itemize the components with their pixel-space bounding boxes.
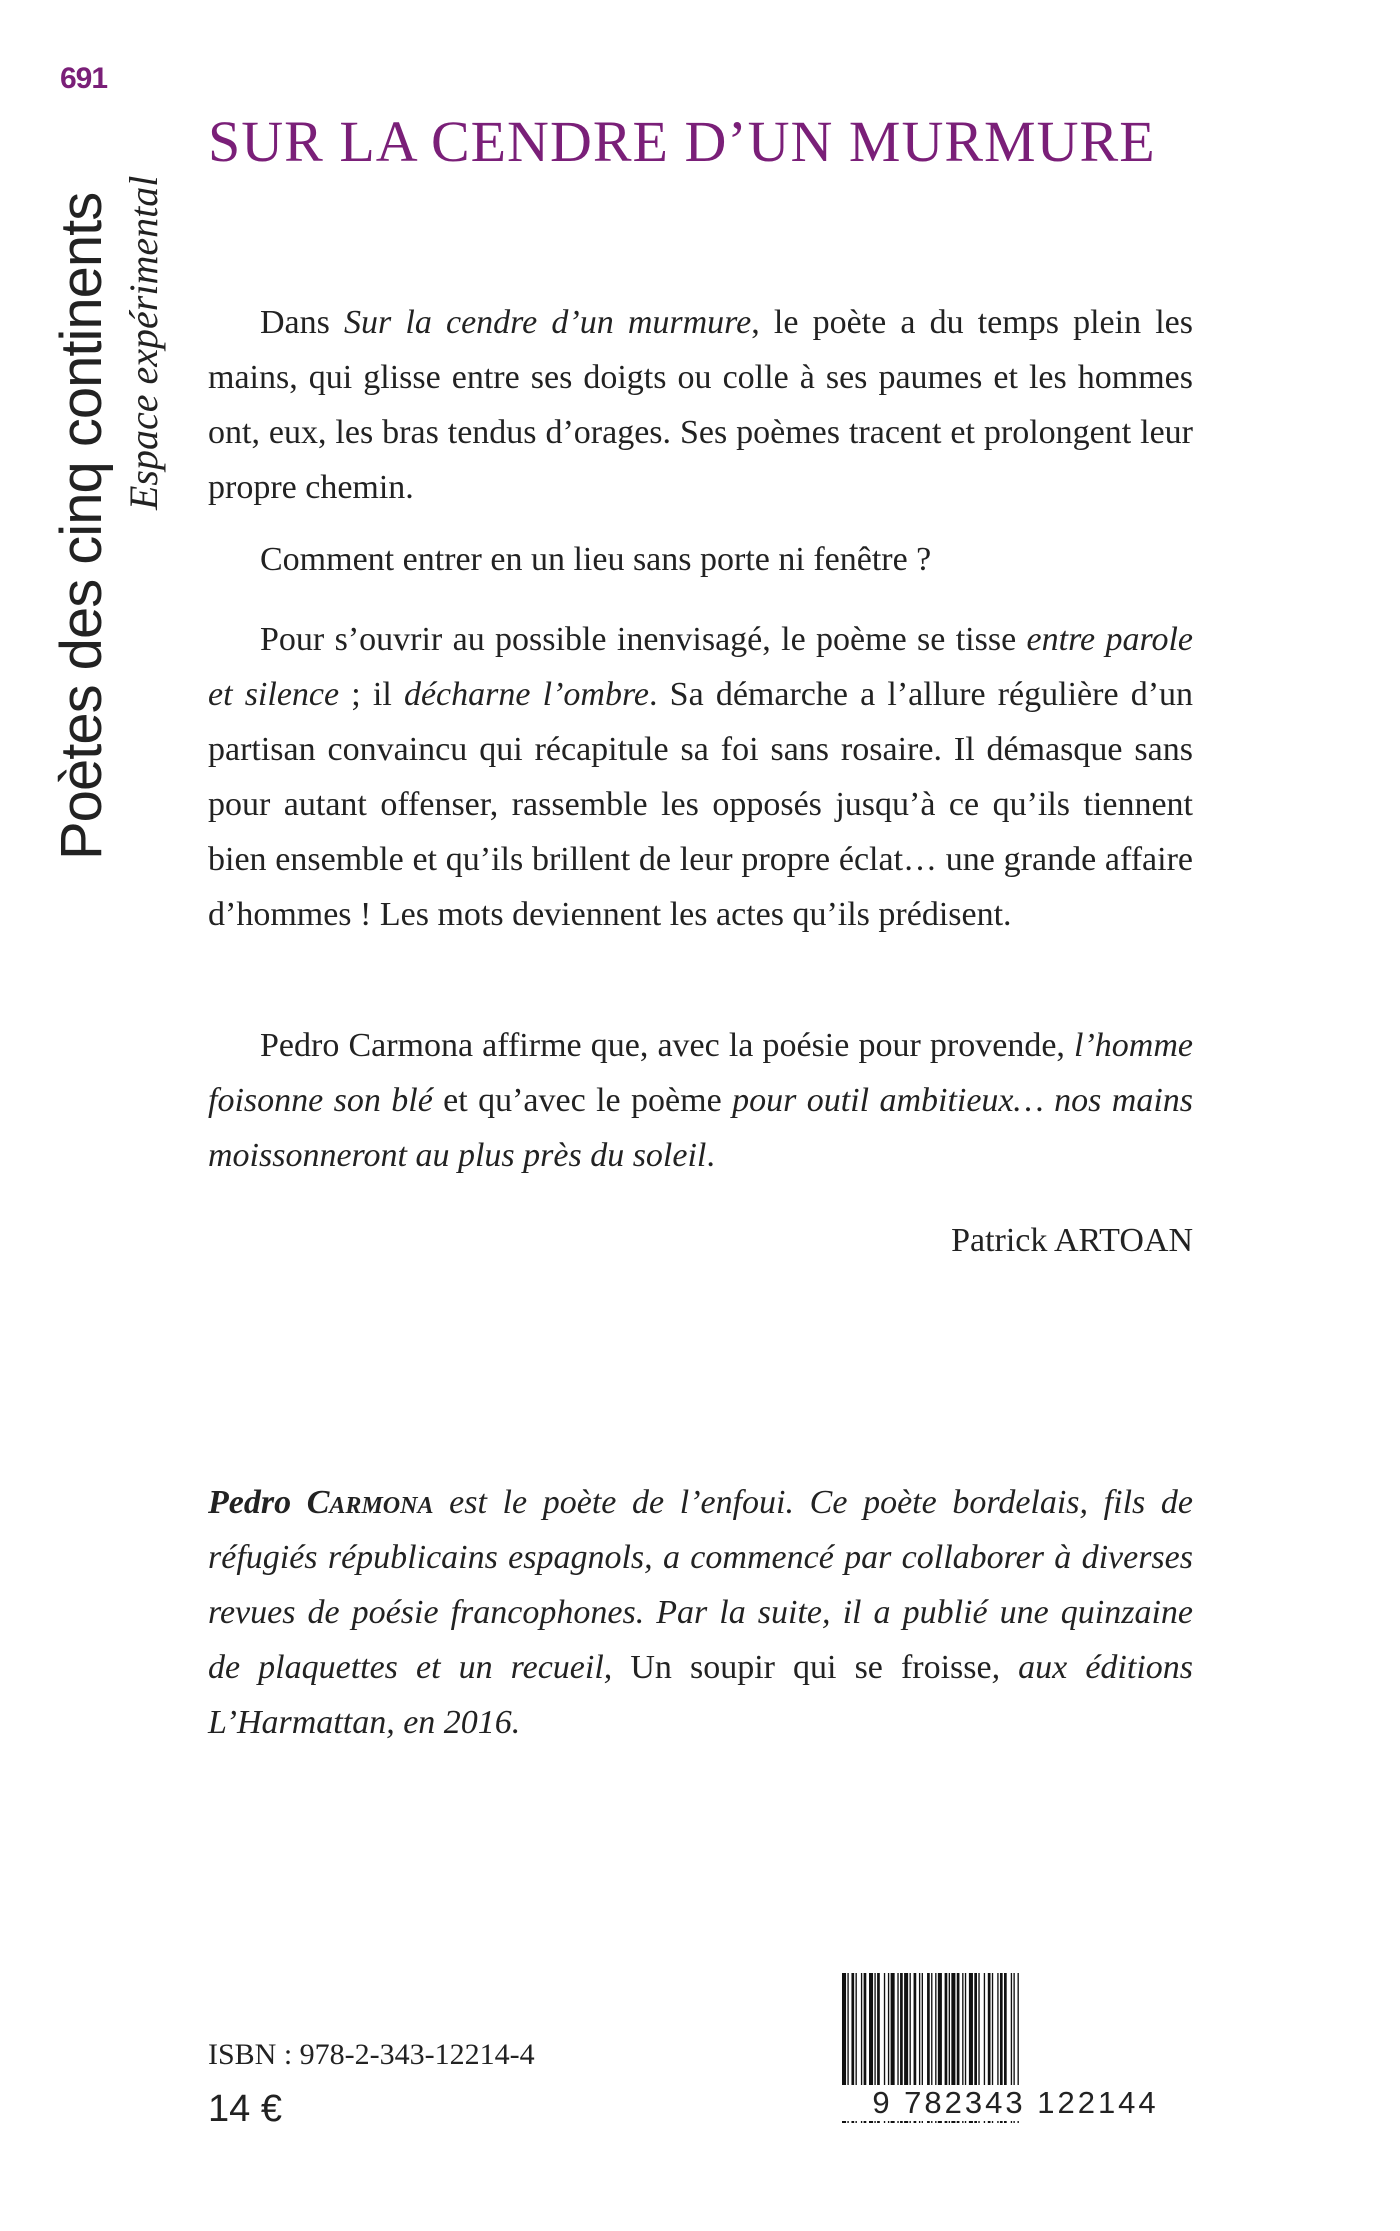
author-first-name: Pedro xyxy=(208,1484,292,1521)
isbn: ISBN : 978-2-343-12214-4 xyxy=(208,2038,535,2071)
author-bio: Pedro Carmona est le poète de l’enfoui. Ce poète bordelais, fils de réfugiés républicains espagnols, a commencé par collaborer à diverses revues de poésie francophones. Par la suite, il a publié une quinzaine de plaquettes et un recueil, Un soupir qui se froisse, aux éditions L’Harmattan, en 2016. xyxy=(208,1484,1193,1741)
blurb-paragraph-1: Dans Sur la cendre d’un murmure, le poète a du temps plein les mains, qui glisse entre ses doigts ou colle à ses paumes et les hommes ont, eux, les bras tendus d’orages. Ses poèmes tracent et prolongent leur propre chemin. xyxy=(208,304,1193,506)
author-last-name: Carmona xyxy=(306,1484,434,1521)
blurb-paragraph-4: Pedro Carmona affirme que, avec la poésie pour provende, l’homme foisonne son blé et qu’avec le poème pour outil ambitieux… nos mains moissonneront au plus près du soleil. xyxy=(208,1027,1194,1174)
previous-book-title: Un soupir qui se froisse xyxy=(630,1649,992,1686)
collection-subtitle: Espace expérimental xyxy=(121,175,166,510)
blurb-paragraph-3: Pour s’ouvrir au possible inenvisagé, le poème se tisse entre parole et silence ; il décharne l’ombre. Sa démarche a l’allure régulière d’un partisan convaincu qui récapitule sa foi sans rosaire. Il démasque sans pour autant offenser, rassemble les opposés jusqu’à ce qu’ils tiennent bien ensemble et qu’ils brillent de leur propre éclat… une grande affaire d’hommes ! Les mots deviennent les actes qu’ils prédisent. xyxy=(208,621,1194,933)
collection-number: 691 xyxy=(60,62,108,95)
blurb-signature: Patrick ARTOAN xyxy=(951,1222,1193,1259)
book-title: SUR LA CENDRE D’UN MURMURE xyxy=(208,109,1156,174)
price: 14 € xyxy=(208,2088,282,2130)
collection-title: Poètes des cinq continents xyxy=(49,192,114,860)
barcode-digits: 9 782343 122144 xyxy=(838,2085,1193,2121)
blurb-paragraph-2: Comment entrer en un lieu sans porte ni fenêtre ? xyxy=(260,541,932,578)
